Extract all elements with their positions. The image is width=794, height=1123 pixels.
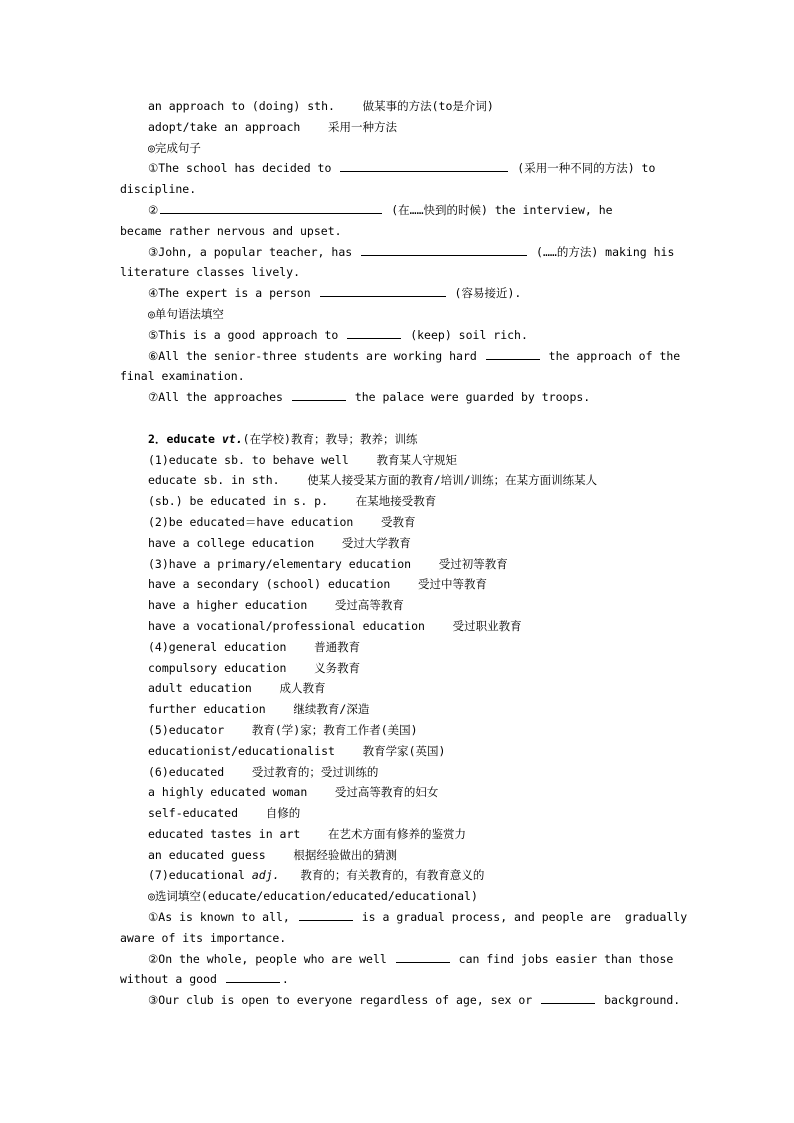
question-3-cont: literature classes lively. xyxy=(120,265,301,280)
question-5: ⑤This is a good approach to (keep) soil rich. xyxy=(120,325,676,346)
phrase-line: educationist/educationalist 教育学家(英国) xyxy=(148,743,446,758)
question-6-cont: final examination. xyxy=(120,369,245,384)
phrase-line: (6)educated 受过教育的；受过训练的 xyxy=(148,764,379,779)
phrase-line: adult education 成人教育 xyxy=(148,681,326,696)
phrase-line: an educated guess 根据经验做出的猜测 xyxy=(148,847,397,862)
phrase-line: adopt/take an approach 采用一种方法 xyxy=(148,119,398,134)
phrase-line: (5)educator 教育(学)家；教育工作者(美国) xyxy=(148,722,418,737)
answer-blank[interactable] xyxy=(292,387,346,401)
answer-blank[interactable] xyxy=(347,325,401,339)
phrase-line: educate sb. in sth. 使某人接受某方面的教育/培训/训练；在某方面训练某人 xyxy=(148,473,598,488)
answer-blank[interactable] xyxy=(299,907,353,921)
section-heading: ◎选词填空(educate/education/educated/educational) xyxy=(148,889,478,904)
phrase-line: (4)general education 普通教育 xyxy=(148,639,361,654)
phrase-line: have a vocational/professional education 受过职业教育 xyxy=(148,618,522,633)
phrase-line: self-educated 自修的 xyxy=(148,806,301,821)
phrase-line: a highly educated woman 受过高等教育的妇女 xyxy=(148,785,439,800)
section-heading: ◎完成句子 xyxy=(148,140,201,155)
question-2-cont: became rather nervous and upset. xyxy=(120,223,342,238)
document-page xyxy=(120,96,688,1011)
question-2: ② (在……快到的时候) the interview, he xyxy=(120,200,676,221)
question-6: ⑥All the senior-three students are working hard the approach of the xyxy=(120,346,676,367)
answer-blank[interactable] xyxy=(340,158,508,172)
choice-question-1-cont: aware of its importance. xyxy=(120,930,287,945)
question-3: ③John, a popular teacher, has (……的方法) making his xyxy=(120,242,676,263)
choice-question-3: ③Our club is open to everyone regardless of age, sex or background. xyxy=(120,990,676,1011)
section-heading: ◎单句语法填空 xyxy=(148,306,224,321)
answer-blank[interactable] xyxy=(486,346,540,360)
phrase-line: (sb.) be educated in s. p. 在某地接受教育 xyxy=(148,494,437,509)
phrase-line: have a higher education 受过高等教育 xyxy=(148,598,404,613)
phrase-line: have a college education 受过大学教育 xyxy=(148,535,411,550)
choice-question-2: ②On the whole, people who are well can find jobs easier than those xyxy=(120,949,676,970)
phrase-line: further education 继续教育/深造 xyxy=(148,702,370,717)
phrase-line: (7)educational adj. 教育的；有关教育的，有教育意义的 xyxy=(148,868,485,883)
question-4: ④The expert is a person (容易接近). xyxy=(120,283,676,304)
phrase-line: have a secondary (school) education 受过中等教育 xyxy=(148,577,488,592)
entry-heading: 2．educate vt.(在学校)教育；教导；教养；训练 xyxy=(148,431,418,446)
phrase-line: compulsory education 义务教育 xyxy=(148,660,361,675)
answer-blank[interactable] xyxy=(396,949,450,963)
question-1-cont: discipline. xyxy=(120,182,197,197)
answer-blank[interactable] xyxy=(361,242,527,256)
answer-blank[interactable] xyxy=(320,283,446,297)
choice-question-2-cont: without a good . xyxy=(120,969,676,990)
phrase-line: (1)educate sb. to behave well 教育某人守规矩 xyxy=(148,452,457,467)
phrase-line: an approach to (doing) sth. 做某事的方法(to是介词) xyxy=(148,99,494,113)
question-7: ⑦All the approaches the palace were guarded by troops. xyxy=(120,387,676,408)
phrase-line: (2)be educated＝have education 受教育 xyxy=(148,514,416,529)
question-1: ①The school has decided to (采用一种不同的方法) to xyxy=(120,158,676,179)
choice-question-1: ①As is known to all, is a gradual process, and people are gradually xyxy=(120,907,676,928)
answer-blank[interactable] xyxy=(160,200,382,214)
answer-blank[interactable] xyxy=(541,990,595,1004)
phrase-line: (3)have a primary/elementary education 受过初等教育 xyxy=(148,556,508,571)
answer-blank[interactable] xyxy=(226,969,280,983)
spacer xyxy=(120,408,676,429)
phrase-line: educated tastes in art 在艺术方面有修养的鉴赏力 xyxy=(148,826,467,841)
